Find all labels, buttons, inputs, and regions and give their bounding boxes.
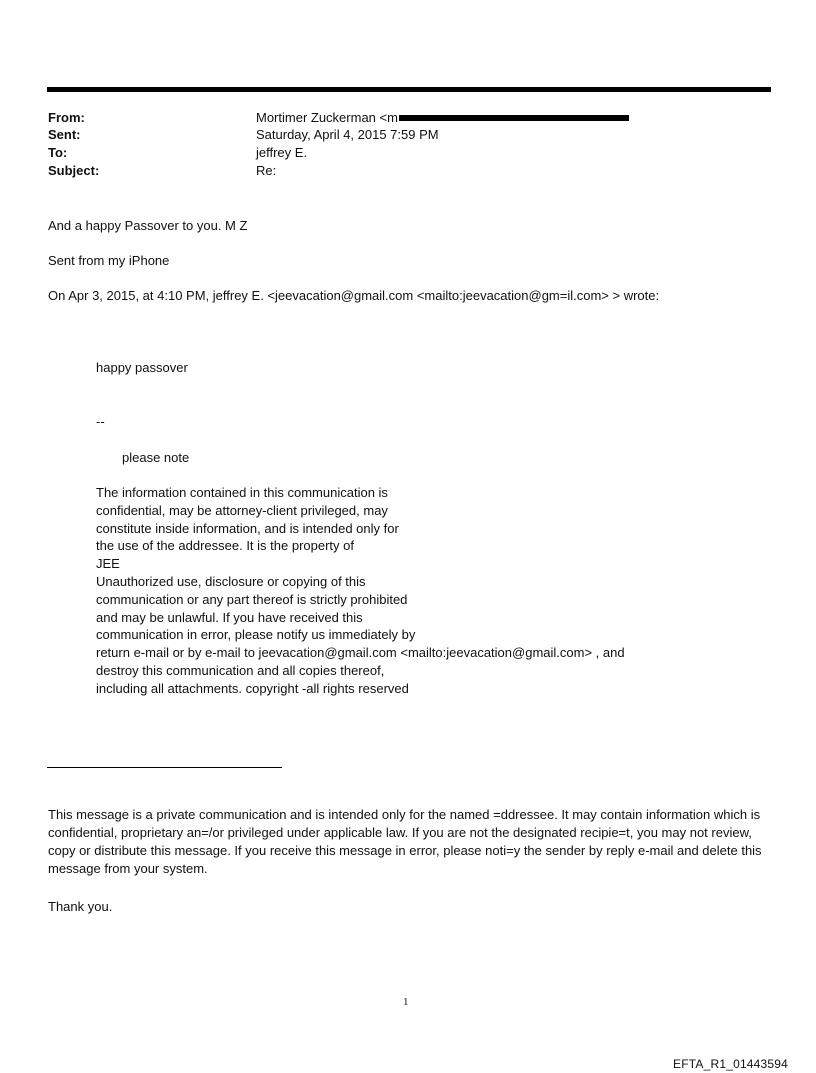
from-value [256,110,629,125]
signature-dashes: -- [96,414,105,429]
to-label: To: [48,145,68,160]
from-sender: Mortimer Zuckerman <m [256,110,398,125]
page-number: 1 [403,996,409,1008]
header-rule [47,87,771,92]
document-id: EFTA_R1_01443594 [673,1057,789,1071]
from-label: From: [48,110,85,125]
sent-label: Sent: [48,127,81,142]
separator-line [47,767,282,768]
confidentiality-notice [96,484,625,698]
notice-line: The information contained in this communication is [96,485,388,500]
notice-line: Unauthorized use, disclosure or copying of this [96,573,366,589]
notice-line: the use of the addressee. It is the property of [96,538,354,554]
notice-line: return e-mail or by e-mail to jeevacation@gmail.com <mailto:jeevacation@gmail.com> , and [96,645,625,661]
quoted-message: happy passover [96,360,188,375]
notice-line: destroy this communication and all copies thereof, [96,662,385,678]
please-note: please note [122,450,190,465]
to-value: jeffrey E. [256,145,308,160]
subject-value: Re: [256,163,277,178]
sent-value: Saturday, April 4, 2015 7:59 PM [256,127,439,142]
redaction-bar [399,115,629,121]
notice-line: confidential, may be attorney-client privileged, may [96,502,388,518]
notice-line: including all attachments. copyright -all rights reserved [96,680,409,696]
reply-text: And a happy Passover to you. M Z [48,218,248,233]
signature-text: Sent from my iPhone [48,253,170,268]
notice-line: JEE [96,556,120,572]
subject-label: Subject: [48,163,100,178]
notice-line: communication in error, please notify us immediately by [96,627,416,643]
notice-line: constitute inside information, and is intended only for [96,520,399,536]
disclaimer-text: This message is a private communication and is intended only for the named =ddressee. It may contain information which is confidential, proprietary an=/or privileged under applicable law. If you are not the designated recipie=t, you may not review, copy or distribute this message. If you receive this message in error, please noti=y the sender by reply e-mail and delete this message from your system. [48,807,762,876]
notice-line: communication or any part thereof is strictly prohibited [96,591,408,607]
quote-intro: On Apr 3, 2015, at 4:10 PM, jeffrey E. <jeevacation@gmail.com <mailto:jeevacation@gm=il.com> > wrote: [48,288,660,303]
notice-line: and may be unlawful. If you have received this [96,609,363,625]
thank-you: Thank you. [48,899,113,914]
